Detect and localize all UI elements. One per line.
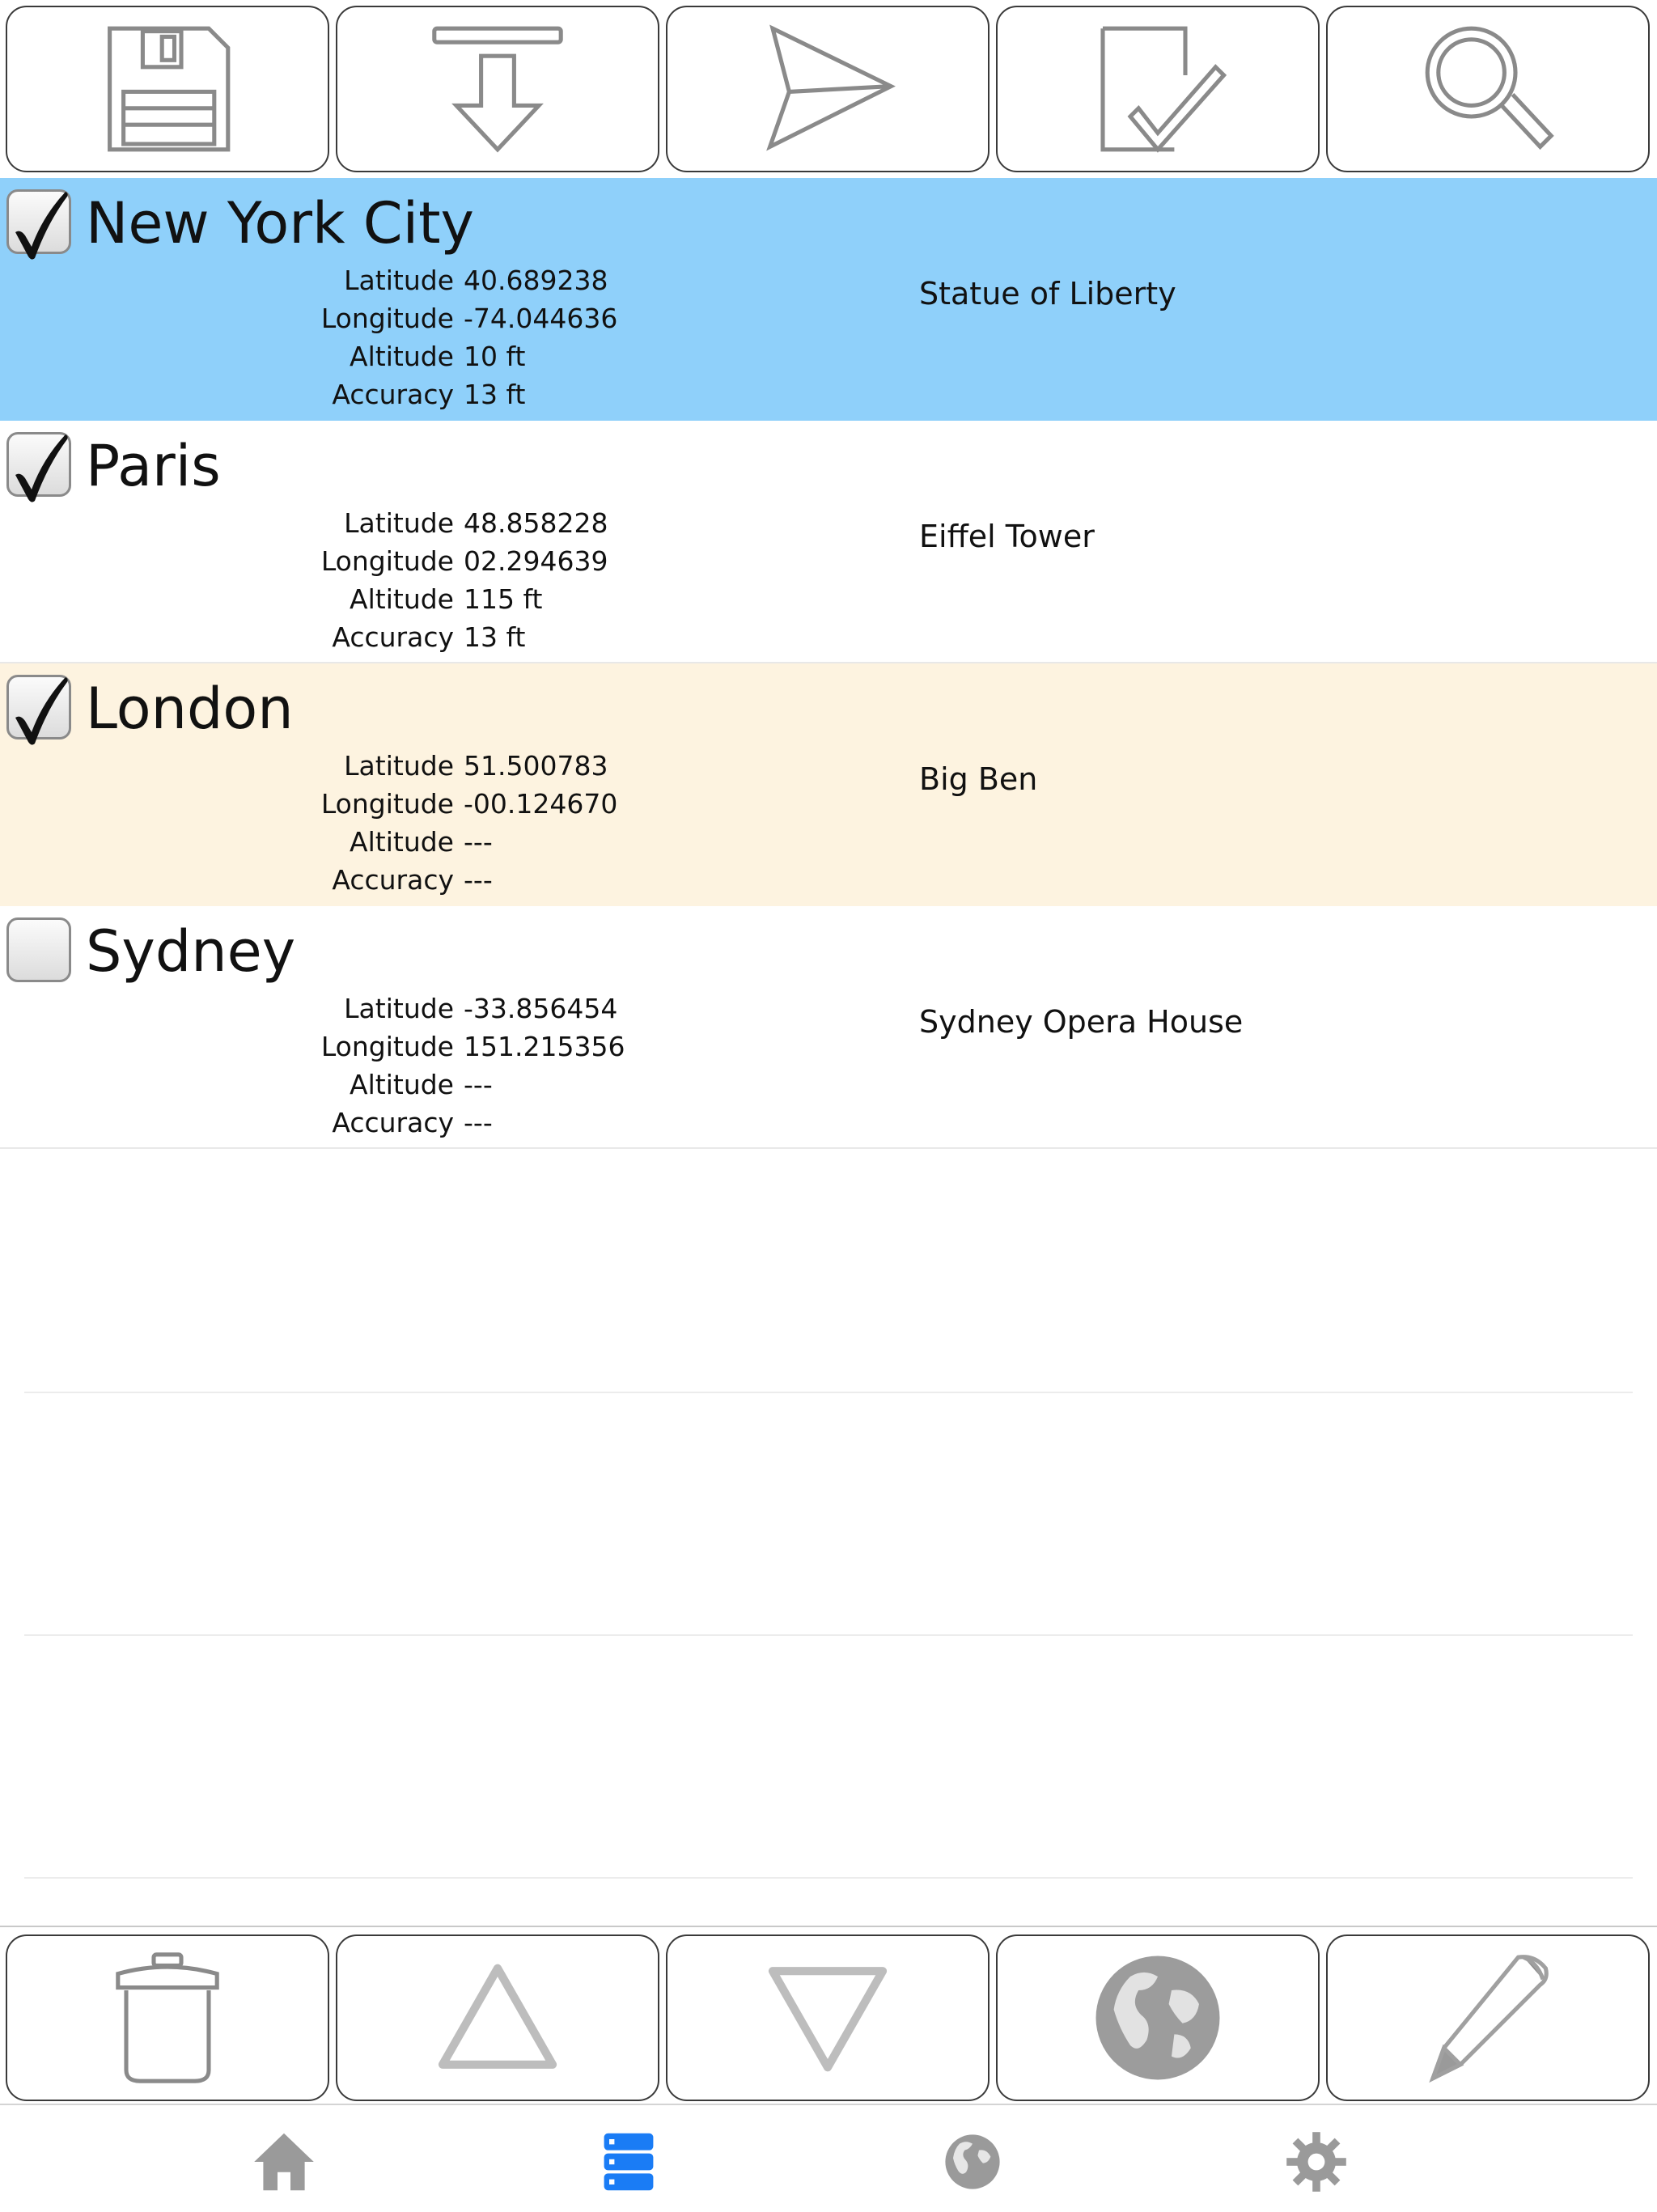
field-value: 48.858228 [464, 507, 608, 539]
location-row[interactable] [0, 178, 1657, 421]
bottom-toolbar [0, 1929, 1657, 2107]
field-label: Altitude [350, 583, 454, 615]
field-label: Accuracy [332, 621, 454, 653]
city-name: London [86, 676, 294, 742]
checkmark-icon [7, 672, 75, 747]
tab-list[interactable] [580, 2113, 677, 2202]
location-checkbox[interactable] [6, 432, 71, 497]
field-label: Accuracy [332, 379, 454, 410]
location-row[interactable] [0, 663, 1657, 906]
save-icon [99, 20, 236, 158]
delete-button[interactable] [6, 1934, 329, 2101]
location-row[interactable] [0, 421, 1657, 663]
move-up-button[interactable] [336, 1934, 659, 2101]
row-separator [24, 1877, 1633, 1879]
location-checkbox[interactable] [6, 917, 71, 982]
globe-icon [1089, 1949, 1227, 2087]
trash-icon [99, 1949, 236, 2087]
field-value: --- [464, 826, 493, 858]
globe-icon [940, 2129, 1005, 2194]
home-icon [252, 2129, 316, 2194]
field-label: Latitude [344, 750, 454, 782]
field-value: 40.689238 [464, 265, 608, 296]
tab-bar [0, 2104, 1657, 2212]
move-up-icon [429, 1949, 566, 2087]
field-label: Latitude [344, 993, 454, 1024]
send-button[interactable] [666, 6, 990, 172]
field-label: Accuracy [332, 864, 454, 896]
landmark-name: Eiffel Tower [919, 519, 1095, 554]
move-down-icon [759, 1949, 896, 2087]
field-value: 13 ft [464, 379, 526, 410]
field-label: Longitude [320, 1031, 454, 1062]
field-label: Accuracy [332, 1107, 454, 1138]
search-icon [1419, 20, 1557, 158]
field-value: 115 ft [464, 583, 543, 615]
pencil-icon [1419, 1949, 1557, 2087]
city-name: New York City [86, 190, 474, 256]
field-label: Altitude [350, 826, 454, 858]
field-label: Altitude [350, 341, 454, 372]
field-value: 10 ft [464, 341, 526, 372]
field-value: -74.044636 [464, 303, 618, 334]
field-value: 151.215356 [464, 1031, 625, 1062]
map-button[interactable] [996, 1934, 1320, 2101]
location-checkbox[interactable] [6, 189, 71, 254]
checklist-icon [1089, 20, 1227, 158]
field-value: --- [464, 1069, 493, 1100]
field-value: 13 ft [464, 621, 526, 653]
import-button[interactable] [336, 6, 659, 172]
edit-button[interactable] [1326, 1934, 1650, 2101]
checkmark-icon [7, 430, 75, 504]
gear-icon [1284, 2129, 1349, 2194]
send-icon [759, 20, 896, 158]
city-name: Sydney [86, 918, 296, 985]
landmark-name: Sydney Opera House [919, 1004, 1244, 1040]
location-checkbox[interactable] [6, 675, 71, 739]
field-label: Altitude [350, 1069, 454, 1100]
field-label: Longitude [320, 788, 454, 820]
row-separator [24, 1634, 1633, 1636]
search-button[interactable] [1326, 6, 1650, 172]
toolbar-divider [0, 1926, 1657, 1927]
download-icon [429, 20, 566, 158]
field-label: Latitude [344, 507, 454, 539]
select-all-button[interactable] [996, 6, 1320, 172]
field-value: --- [464, 1107, 493, 1138]
move-down-button[interactable] [666, 1934, 990, 2101]
landmark-name: Big Ben [919, 761, 1038, 797]
field-value: 02.294639 [464, 545, 608, 577]
checkmark-icon [7, 187, 75, 261]
list-icon [596, 2129, 661, 2194]
tab-map[interactable] [924, 2113, 1021, 2202]
field-label: Longitude [320, 545, 454, 577]
field-value: 51.500783 [464, 750, 608, 782]
field-value: -00.124670 [464, 788, 618, 820]
tab-home[interactable] [235, 2113, 333, 2202]
top-toolbar [0, 0, 1657, 178]
field-value: -33.856454 [464, 993, 618, 1024]
city-name: Paris [86, 433, 221, 499]
field-value: --- [464, 864, 493, 896]
row-separator [24, 1392, 1633, 1393]
field-label: Longitude [320, 303, 454, 334]
location-row[interactable] [0, 906, 1657, 1149]
tab-settings[interactable] [1268, 2113, 1365, 2202]
field-label: Latitude [344, 265, 454, 296]
landmark-name: Statue of Liberty [919, 276, 1176, 311]
save-button[interactable] [6, 6, 329, 172]
